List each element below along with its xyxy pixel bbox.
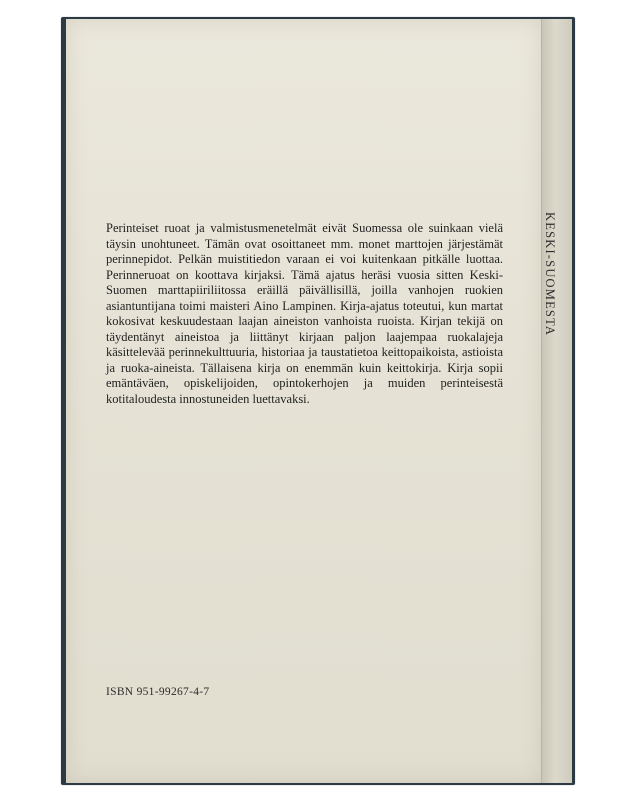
back-cover-blurb: Perinteiset ruoat ja valmistusmenetelmät eivät Suomessa ole suinkaan vielä täysin unohtuneet. Tämän ovat osoittaneet mm. monet marttojen järjestämät perinnepidot. Pelkän muistitiedon varaan ei voi kuitenkaan pitkälle luottaa. Perinneruoat on koottava kirjaksi. Tämä ajatus heräsi vuosia sitten Keski-Suomen marttapiiriliitossa eräillä päivällisillä, joilla vanhojen ruokien asiantuntijana toimi maisteri Aino Lampinen. Kirja-ajatus toteutui, kun martat kokosivat keskuudestaan laajan aineiston vanhoista ruoista. Kirjan tekijä on täydentänyt aineistoa ja liittänyt kirjaan paljon laajempaa ruokalajeja käsittelevää perinnekulttuuria, historiaa ja taustatietoa keittopaikoista, astioista ja ruoka-aineista. Tällaisena kirja on enemmän kuin keittokirja. Kirja sopii emäntäväen, opiskelijoiden, opintokerhojen ja muiden perinteisestä kotitaloudesta innostuneiden luettavaksi. xyxy=(106,221,503,407)
isbn-number: ISBN 951-99267-4-7 xyxy=(106,686,210,698)
spine-title: KESKI-SUOMESTA xyxy=(543,212,557,337)
book-spine xyxy=(542,19,572,783)
